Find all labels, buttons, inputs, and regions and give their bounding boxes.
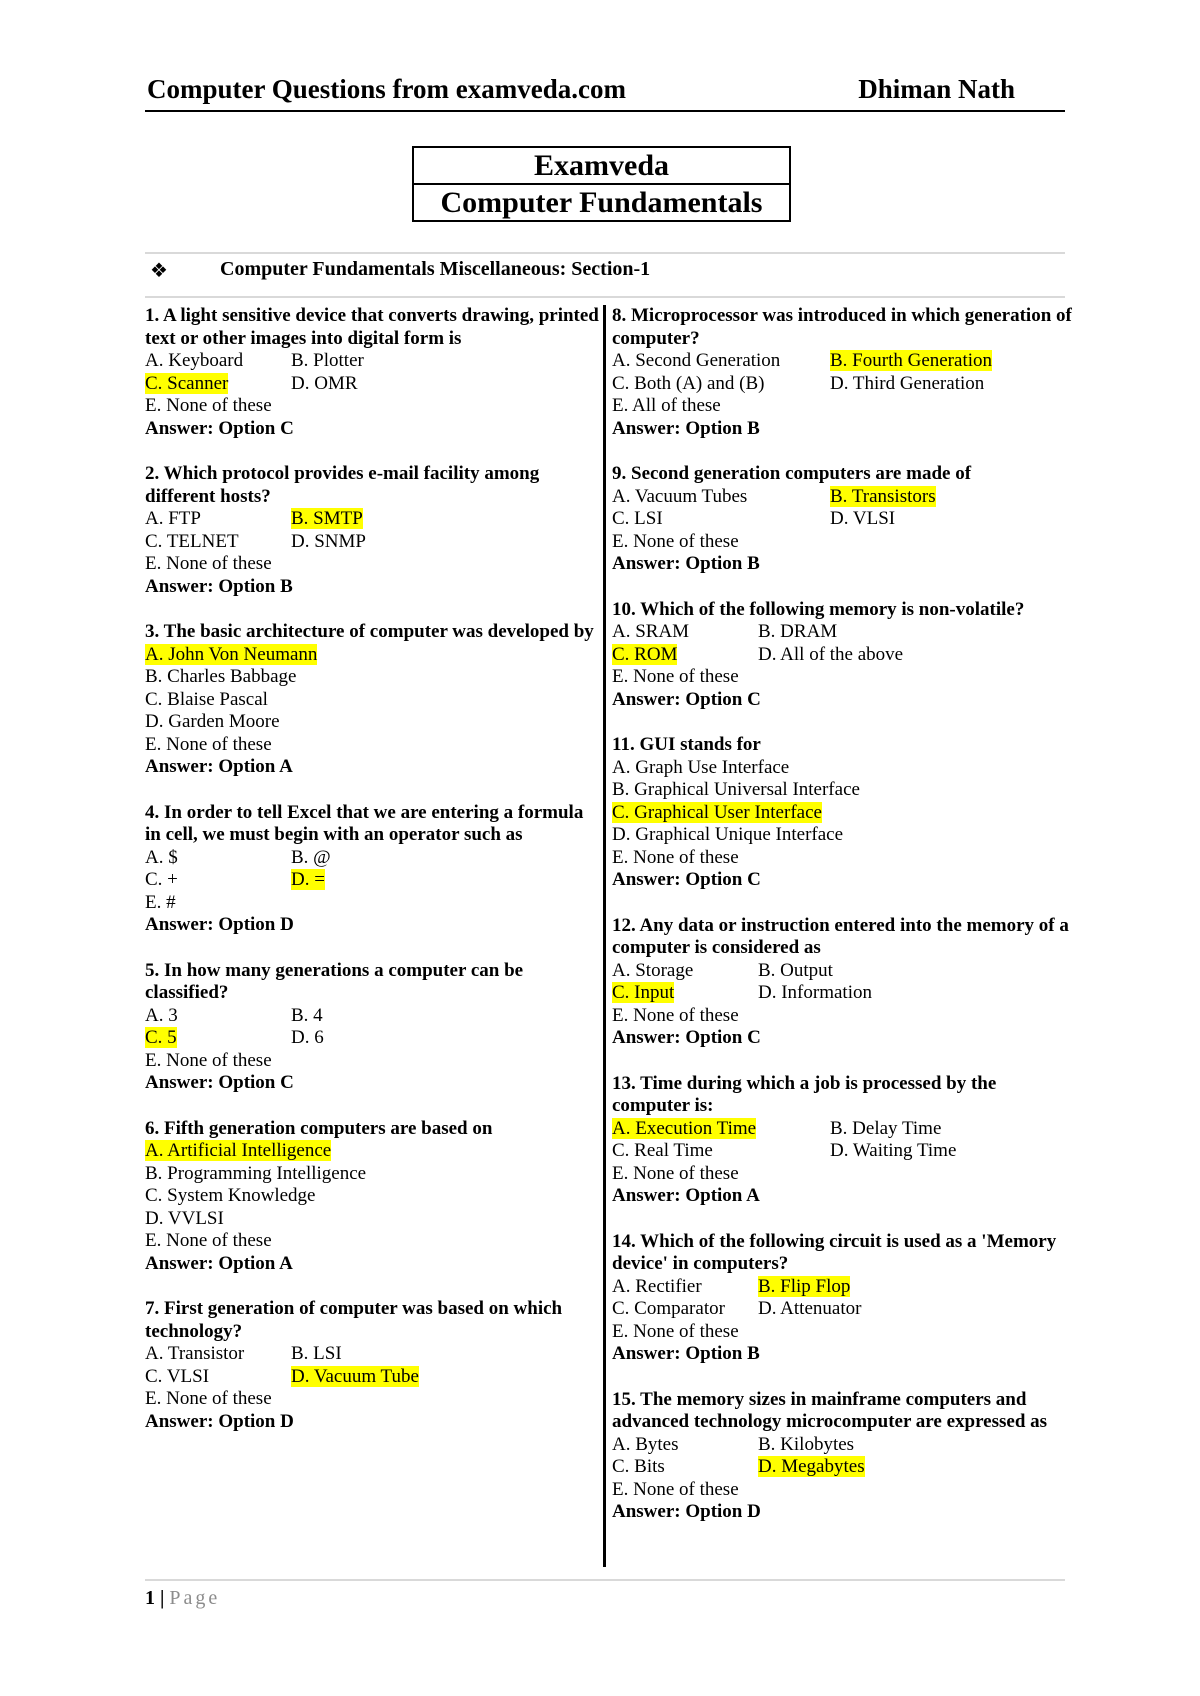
option: E. # xyxy=(145,891,176,913)
option: D. OMR xyxy=(291,372,358,394)
option-row xyxy=(145,644,600,667)
option: D. Waiting Time xyxy=(830,1140,957,1161)
option: B. Charles Babbage xyxy=(145,666,297,687)
option-correct: A. Artificial Intelligence xyxy=(145,1140,332,1161)
answer-line: Answer: Option B xyxy=(612,1343,760,1364)
answer-line: Answer: Option D xyxy=(612,1501,761,1522)
option: E. None of these xyxy=(612,1478,739,1500)
option-row xyxy=(145,1388,600,1411)
questions-column-right xyxy=(612,305,1072,1547)
option: C. Bits xyxy=(612,1456,665,1477)
option: D. Information xyxy=(758,982,872,1003)
questions-column-left xyxy=(145,305,600,1456)
question-text: 14. Which of the following circuit is used as a 'Memory device' in computers? xyxy=(612,1230,1057,1274)
option: D. 6 xyxy=(291,1027,324,1048)
header-source: Computer Questions from examveda.com xyxy=(147,74,626,104)
question-block xyxy=(612,1231,1072,1366)
section-rule-top xyxy=(145,252,1065,254)
option-row xyxy=(145,508,600,531)
option-row xyxy=(145,1005,600,1028)
option: E. None of these xyxy=(612,666,739,687)
option: A. Graph Use Interface xyxy=(612,756,790,778)
option: E. None of these xyxy=(612,1320,739,1342)
question-text: 11. GUI stands for xyxy=(612,734,761,755)
question-block xyxy=(145,1298,600,1433)
answer-line: Answer: Option C xyxy=(612,688,761,710)
question-text: 1. A light sensitive device that converts drawing, printed text or other images into digital form is xyxy=(145,305,599,349)
option: E. None of these xyxy=(145,733,272,755)
option-row xyxy=(612,621,1072,644)
option: E. None of these xyxy=(145,395,272,416)
question-text: 13. Time during which a job is processed by the computer is: xyxy=(612,1072,997,1116)
option-row xyxy=(612,644,1072,667)
option-row xyxy=(612,1298,1072,1321)
option: C. + xyxy=(145,869,178,890)
option-correct: C. 5 xyxy=(145,1027,177,1048)
option-row xyxy=(612,531,1072,554)
option: C. TELNET xyxy=(145,530,239,552)
question-text: 8. Microprocessor was introduced in which generation of computer? xyxy=(612,305,1072,349)
option-row xyxy=(145,1050,600,1073)
option: E. None of these xyxy=(612,530,739,552)
option: D. Garden Moore xyxy=(145,711,280,732)
option: A. 3 xyxy=(145,1004,178,1026)
section-rule-bottom xyxy=(145,296,1065,298)
page-label: Page xyxy=(169,1587,221,1609)
page-footer xyxy=(145,1587,220,1610)
section-title: Computer Fundamentals Miscellaneous: Section-1 xyxy=(220,258,651,280)
option: A. Rectifier xyxy=(612,1275,702,1297)
option: B. 4 xyxy=(291,1004,323,1026)
option: D. SNMP xyxy=(291,530,366,552)
option-correct: A. Execution Time xyxy=(612,1117,757,1139)
option-row xyxy=(612,1321,1072,1344)
option-row xyxy=(145,689,600,712)
answer-line: Answer: Option D xyxy=(145,914,294,935)
footer-separator: | xyxy=(160,1587,165,1609)
question-text: 6. Fifth generation computers are based on xyxy=(145,1117,493,1139)
option-row xyxy=(145,711,600,734)
option-row xyxy=(612,1276,1072,1299)
option: E. None of these xyxy=(145,1388,272,1409)
answer-line: Answer: Option C xyxy=(612,1027,761,1048)
page-number: 1 xyxy=(145,1587,155,1609)
option: B. Delay Time xyxy=(830,1117,942,1139)
option: B. @ xyxy=(291,846,331,868)
option: E. None of these xyxy=(145,1230,272,1251)
option-row xyxy=(612,486,1072,509)
option-row xyxy=(612,847,1072,870)
option: B. Plotter xyxy=(291,350,364,371)
diamond-bullet-icon: ❖ xyxy=(150,260,168,282)
option-row xyxy=(145,892,600,915)
option-row xyxy=(612,1005,1072,1028)
option-row xyxy=(145,666,600,689)
option: D. Attenuator xyxy=(758,1298,862,1319)
option-row xyxy=(612,350,1072,373)
answer-line: Answer: Option A xyxy=(145,1252,293,1274)
option-row xyxy=(612,1140,1072,1163)
option-row xyxy=(612,982,1072,1005)
option-row xyxy=(145,1366,600,1389)
option-row xyxy=(145,395,600,418)
answer-line: Answer: Option B xyxy=(145,575,293,597)
option: B. DRAM xyxy=(758,621,838,642)
option-row xyxy=(612,1479,1072,1502)
column-divider xyxy=(603,305,606,1567)
question-block xyxy=(612,734,1072,892)
option-row xyxy=(145,1163,600,1186)
option-correct: C. Graphical User Interface xyxy=(612,801,822,823)
option: C. Real Time xyxy=(612,1140,713,1161)
option-row xyxy=(612,960,1072,983)
option-correct: B. Fourth Generation xyxy=(830,350,993,371)
page-header xyxy=(145,70,1065,112)
footer-rule xyxy=(145,1579,1065,1581)
question-block xyxy=(612,599,1072,712)
option-correct: C. Input xyxy=(612,982,675,1003)
option-row xyxy=(612,1163,1072,1186)
option: D. VLSI xyxy=(830,508,896,529)
option: C. Both (A) and (B) xyxy=(612,372,765,394)
option: D. Third Generation xyxy=(830,372,985,394)
answer-line: Answer: Option B xyxy=(612,553,760,574)
option: B. Programming Intelligence xyxy=(145,1162,367,1184)
option-row xyxy=(612,395,1072,418)
option: C. Blaise Pascal xyxy=(145,688,268,710)
question-block xyxy=(145,1118,600,1276)
question-text: 2. Which protocol provides e-mail facility among different hosts? xyxy=(145,463,540,507)
option-row xyxy=(612,508,1072,531)
option: C. LSI xyxy=(612,508,663,529)
title-line-2: Computer Fundamentals xyxy=(440,186,763,219)
option-row xyxy=(145,553,600,576)
option-row xyxy=(145,1027,600,1050)
option-row xyxy=(612,779,1072,802)
option-row xyxy=(145,734,600,757)
option-row xyxy=(612,757,1072,780)
answer-line: Answer: Option C xyxy=(145,417,294,439)
answer-line: Answer: Option A xyxy=(145,756,293,777)
question-block xyxy=(145,463,600,598)
option-correct: A. John Von Neumann xyxy=(145,643,318,665)
question-block xyxy=(145,802,600,937)
question-block xyxy=(612,1389,1072,1524)
option-row xyxy=(612,824,1072,847)
option: A. Second Generation xyxy=(612,350,781,371)
answer-line: Answer: Option A xyxy=(612,1185,760,1206)
question-block xyxy=(612,915,1072,1050)
option-row xyxy=(612,373,1072,396)
option: E. None of these xyxy=(612,846,739,868)
option-row xyxy=(145,1140,600,1163)
question-text: 10. Which of the following memory is non-volatile? xyxy=(612,598,1025,620)
option: A. Vacuum Tubes xyxy=(612,485,748,507)
option: D. VVLSI xyxy=(145,1207,224,1229)
title-box xyxy=(412,146,791,222)
option: C. System Knowledge xyxy=(145,1185,316,1206)
option-row xyxy=(145,1208,600,1231)
option-row xyxy=(145,350,600,373)
question-block xyxy=(612,1073,1072,1208)
option-correct: D. Vacuum Tube xyxy=(291,1365,419,1387)
option-correct: B. Flip Flop xyxy=(758,1275,851,1297)
question-text: 9. Second generation computers are made of xyxy=(612,463,972,484)
option: B. Kilobytes xyxy=(758,1433,855,1455)
question-block xyxy=(145,960,600,1095)
answer-line: Answer: Option C xyxy=(612,869,761,890)
option-row xyxy=(145,1185,600,1208)
question-block xyxy=(612,463,1072,576)
option: B. LSI xyxy=(291,1343,342,1364)
option-row xyxy=(612,1118,1072,1141)
question-text: 5. In how many generations a computer can be classified? xyxy=(145,959,524,1003)
option: D. Graphical Unique Interface xyxy=(612,824,844,845)
option: C. Comparator xyxy=(612,1298,725,1319)
question-text: 3. The basic architecture of computer was developed by xyxy=(145,621,594,642)
option: E. None of these xyxy=(612,1004,739,1026)
option: C. VLSI xyxy=(145,1365,210,1387)
option: A. FTP xyxy=(145,508,201,529)
option-correct: C. Scanner xyxy=(145,372,229,394)
option-correct: D. = xyxy=(291,869,325,890)
option-row xyxy=(612,1434,1072,1457)
question-block xyxy=(612,305,1072,440)
question-text: 4. In order to tell Excel that we are entering a formula in cell, we must begin with an operator such as xyxy=(145,801,584,845)
option-row xyxy=(612,802,1072,825)
question-block xyxy=(145,305,600,440)
question-text: 15. The memory sizes in mainframe computers and advanced technology microcomputer are expressed as xyxy=(612,1388,1048,1432)
option-row xyxy=(145,531,600,554)
answer-line: Answer: Option D xyxy=(145,1410,294,1432)
option-row xyxy=(145,869,600,892)
option-row xyxy=(145,1230,600,1253)
question-text: 7. First generation of computer was based on which technology? xyxy=(145,1298,563,1342)
option: B. Graphical Universal Interface xyxy=(612,779,860,800)
option-correct: C. ROM xyxy=(612,643,678,665)
question-text: 12. Any data or instruction entered into the memory of a computer is considered as xyxy=(612,914,1069,958)
option: A. SRAM xyxy=(612,621,690,642)
option: B. Output xyxy=(758,959,833,981)
option: E. All of these xyxy=(612,395,721,416)
option-row xyxy=(145,373,600,396)
option: A. Transistor xyxy=(145,1343,245,1364)
option: A. Keyboard xyxy=(145,350,244,371)
option: E. None of these xyxy=(145,1049,272,1071)
option: D. All of the above xyxy=(758,643,904,665)
option-row xyxy=(145,1343,600,1366)
option-correct: D. Megabytes xyxy=(758,1456,865,1477)
option: E. None of these xyxy=(612,1162,739,1184)
option: A. Storage xyxy=(612,959,694,981)
answer-line: Answer: Option B xyxy=(612,417,760,439)
question-block xyxy=(145,621,600,779)
option-row xyxy=(612,1456,1072,1479)
option: A. Bytes xyxy=(612,1433,679,1455)
option-correct: B. Transistors xyxy=(830,485,936,507)
option: E. None of these xyxy=(145,553,272,574)
option-correct: B. SMTP xyxy=(291,508,363,529)
option-row xyxy=(612,666,1072,689)
answer-line: Answer: Option C xyxy=(145,1072,294,1093)
option: A. $ xyxy=(145,846,178,868)
title-line-1: Examveda xyxy=(414,148,789,185)
header-author: Dhiman Nath xyxy=(858,74,1015,104)
option-row xyxy=(145,847,600,870)
